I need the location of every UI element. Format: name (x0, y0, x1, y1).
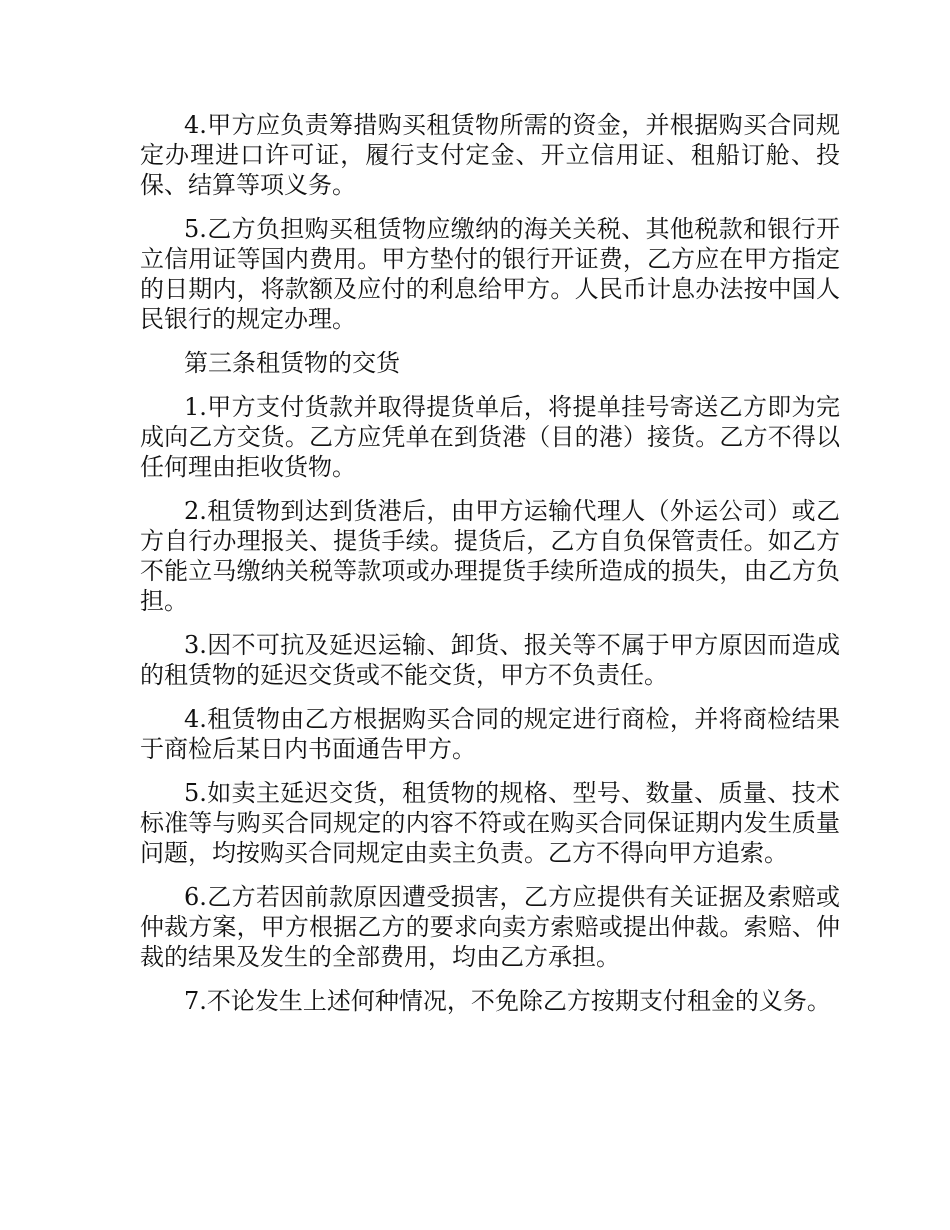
paragraph-clause-3-7: 7.不论发生上述何种情况，不免除乙方按期支付租金的义务。 (184, 987, 831, 1015)
paragraph-clause-3-5: 5.如卖主延迟交货，租赁物的规格、型号、数量、质量、技术标准等与购买合同规定的内容不符或在购买合同保证期内发生质量问题，均按购买合同规定由卖主负责。乙方不得向甲方追索。 (140, 779, 840, 867)
paragraph-clause-3-3: 3.因不可抗及延迟运输、卸货、报关等不属于甲方原因而造成的租赁物的延迟交货或不能交货，甲方不负责任。 (140, 631, 840, 689)
paragraph-clause-3-6: 6.乙方若因前款原因遭受损害，乙方应提供有关证据及索赔或仲裁方案，甲方根据乙方的要求向卖方索赔或提出仲裁。索赔、仲裁的结果及发生的全部费用，均由乙方承担。 (140, 883, 840, 971)
paragraph-clause-3-2: 2.租赁物到达到货港后，由甲方运输代理人（外运公司）或乙方自行办理报关、提货手续。提货后，乙方自负保管责任。如乙方不能立马缴纳关税等款项或办理提货手续所造成的损失，由乙方负担。 (140, 497, 840, 615)
paragraph-clause-2-5: 5.乙方负担购买租赁物应缴纳的海关关税、其他税款和银行开立信用证等国内费用。甲方垫付的银行开证费，乙方应在甲方指定的日期内，将款额及应付的利息给甲方。人民币计息办法按中国人民银行的规定办理。 (140, 215, 840, 333)
paragraph-clause-3-1: 1.甲方支付货款并取得提货单后，将提单挂号寄送乙方即为完成向乙方交货。乙方应凭单在到货港（目的港）接货。乙方不得以任何理由拒收货物。 (140, 393, 840, 481)
paragraph-clause-3-4: 4.租赁物由乙方根据购买合同的规定进行商检，并将商检结果于商检后某日内书面通告甲方。 (140, 705, 840, 763)
document-page (140, 110, 840, 1030)
section-heading-article-3: 第三条租赁物的交货 (184, 349, 400, 377)
paragraph-clause-2-4: 4.甲方应负责筹措购买租赁物所需的资金，并根据购买合同规定办理进口许可证，履行支付定金、开立信用证、租船订舱、投保、结算等项义务。 (140, 111, 840, 199)
